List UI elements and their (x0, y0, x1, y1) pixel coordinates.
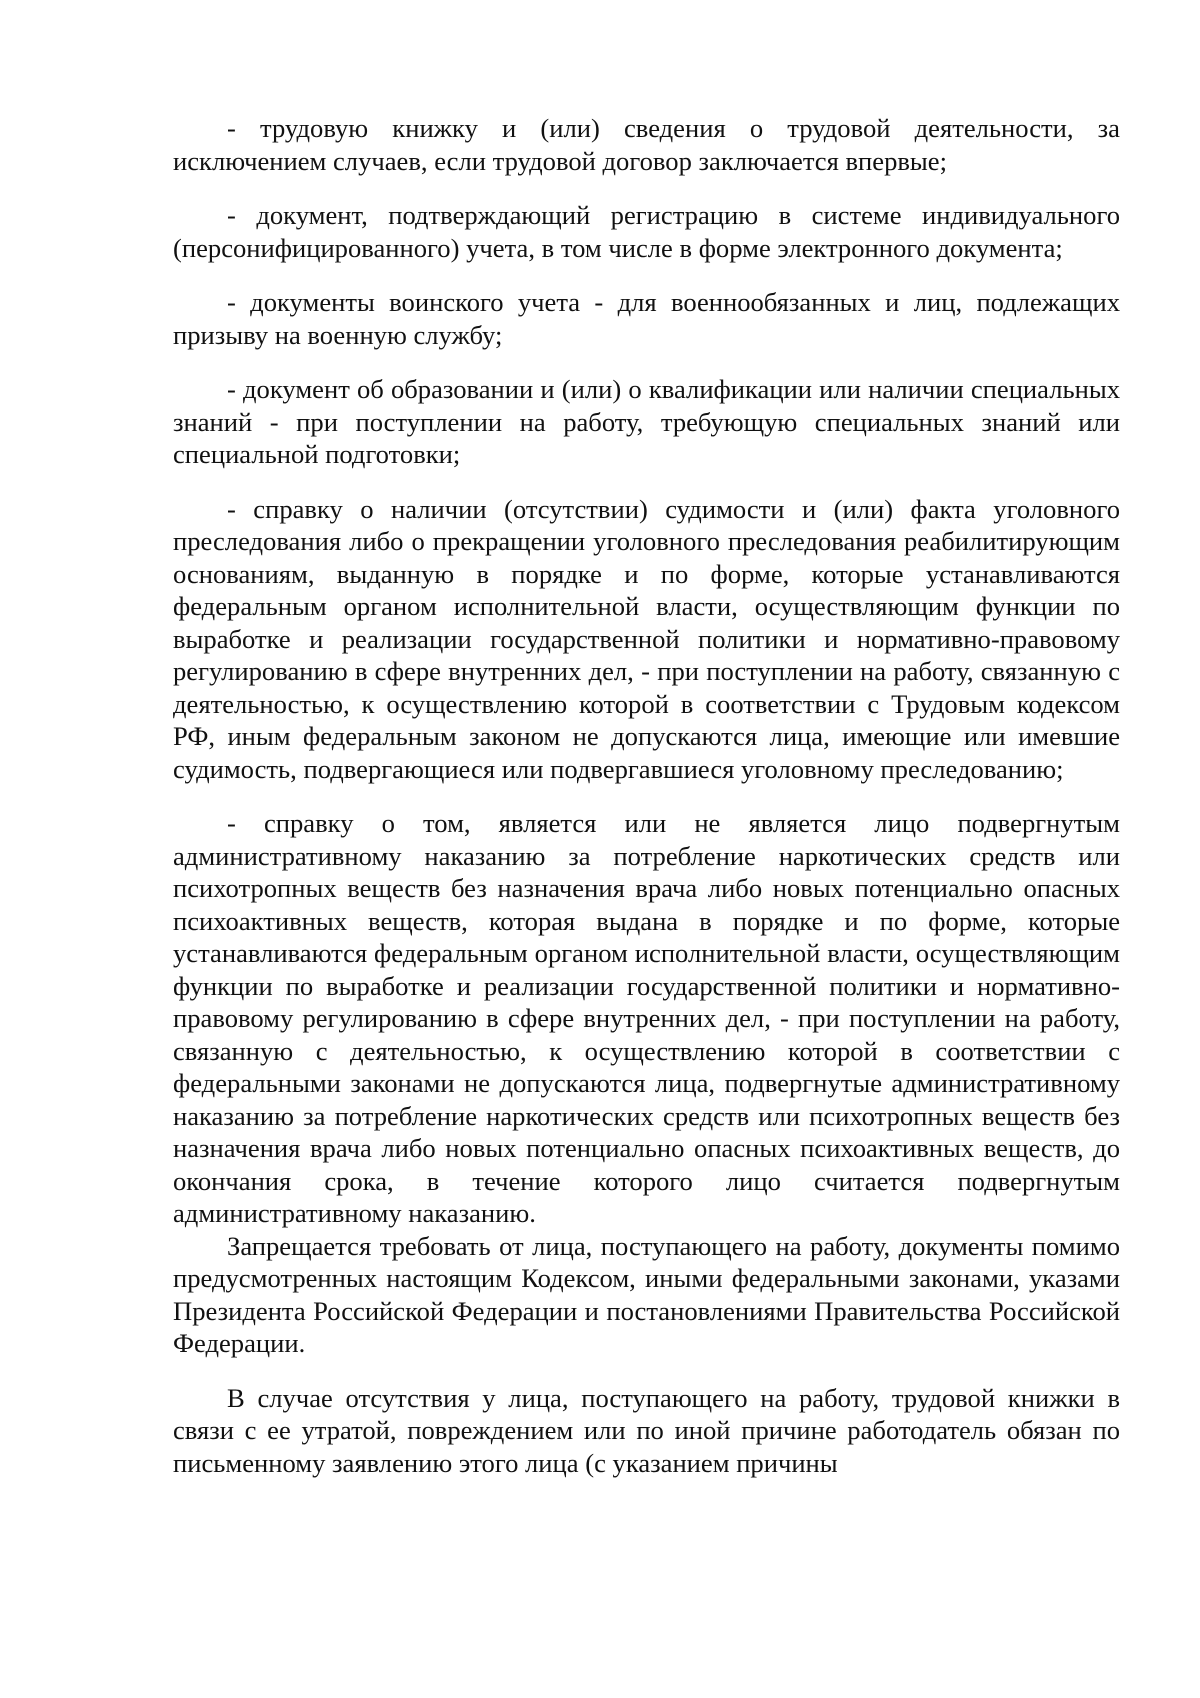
paragraph-criminal-record-certificate: - справку о наличии (отсутствии) судимости и (или) факта уголовного преследования либо о прекращении уголовного преследования реабилитирующим основаниям, выданную в порядке и по форме, которые устанавливаются федеральным органом исполнительной власти, осуществляющим функции по выработке и реализации государственной политики и нормативно-правовому регулированию в сфере внутренних дел, - при поступлении на работу, связанную с деятельностью, к осуществлению которой в соответствии с Трудовым кодексом РФ, иным федеральным законом не допускаются лица, имеющие или имевшие судимость, подвергающиеся или подвергавшиеся уголовному преследованию; (173, 493, 1120, 784)
paragraph-prohibition: Запрещается требовать от лица, поступающего на работу, документы помимо предусмотренных настоящим Кодексом, иными федеральными законами, указами Президента Российской Федерации и постановлениями Правительства Российской Федерации. (173, 1230, 1120, 1358)
document-body (173, 112, 1120, 1479)
paragraph-military-records: - документы воинского учета - для военнообязанных и лиц, подлежащих призыву на военную службу; (173, 287, 1120, 350)
paragraph-missing-work-book: В случае отсутствия у лица, поступающего на работу, трудовой книжки в связи с ее утратой, повреждением или по иной причине работодатель обязан по письменному заявлению этого лица (с указанием причины (173, 1382, 1120, 1478)
paragraph-work-record-book: - трудовую книжку и (или) сведения о трудовой деятельности, за исключением случаев, если трудовой договор заключается впервые; (173, 113, 1120, 176)
paragraph-education-document: - документ об образовании и (или) о квалификации или наличии специальных знаний - при поступлении на работу, требующую специальных знаний или специальной подготовки; (173, 374, 1120, 469)
paragraph-administrative-penalty-certificate: - справку о том, является или не является лицо подвергнутым административному наказанию за потребление наркотических средств или психотропных веществ без назначения врача либо новых потенциально опасных психоактивных веществ, которая выдана в порядке и по форме, которые устанавливаются федеральным органом исполнительной власти, осуществляющим функции по выработке и реализации государственной политики и нормативно-правовому регулированию в сфере внутренних дел, - при поступлении на работу, связанную с деятельностью, к осуществлению которой в соответствии с федеральными законами не допускаются лица, подвергнутые административному наказанию за потребление наркотических средств или психотропных веществ без назначения врача либо новых потенциально опасных психоактивных веществ, до окончания срока, в течение которого лицо считается подвергнутым административному наказанию. (173, 808, 1120, 1228)
paragraph-registration-document: - документ, подтверждающий регистрацию в системе индивидуального (персонифицированного) учета, в том числе в форме электронного документа; (173, 200, 1120, 263)
